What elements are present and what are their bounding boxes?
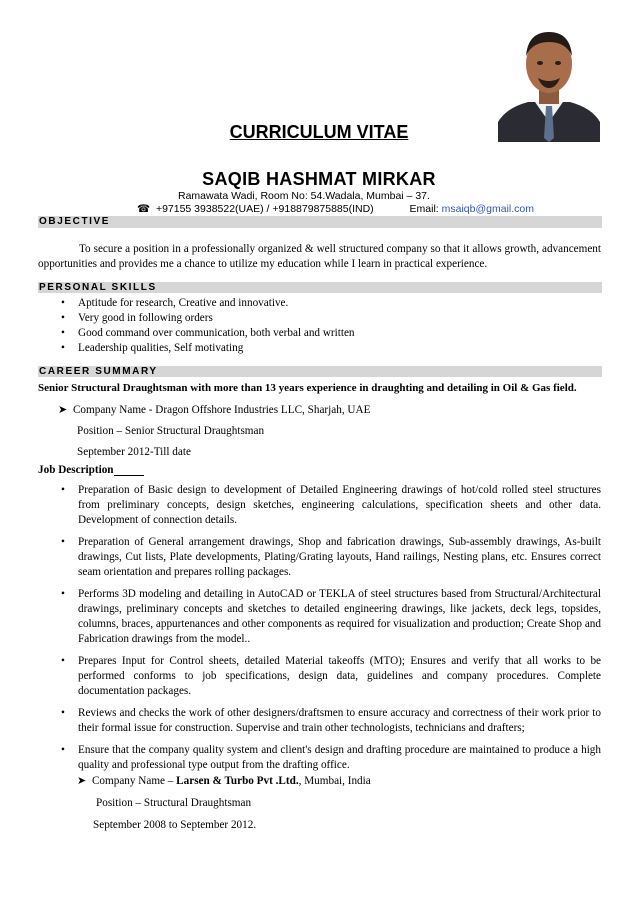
skills-list: [38, 296, 601, 356]
candidate-name: SAQIB HASHMAT MIRKAR: [202, 169, 436, 189]
job1-position: Position – Senior Structural Draughtsman: [77, 425, 265, 437]
address: Ramawata Wadi, Room No: 54.Wadala, Mumbai – 37.: [178, 190, 430, 202]
job-duties-list: [38, 483, 601, 780]
bullet-icon: •: [61, 342, 65, 354]
job2-dates: September 2008 to September 2012.: [93, 819, 257, 831]
job1-dates: September 2012-Till date: [77, 446, 191, 458]
list-item: • Very good in following orders: [61, 312, 213, 324]
email-link[interactable]: msaiqb@gmail.com: [441, 203, 534, 215]
bullet-icon: •: [61, 536, 65, 548]
list-item: • Aptitude for research, Creative and innovative.: [61, 297, 289, 309]
job1-company: ➤ Company Name - Dragon Offshore Industries LLC, Sharjah, UAE: [58, 404, 371, 416]
email-label: Email:: [409, 203, 439, 215]
bullet-icon: •: [61, 312, 65, 324]
job2-company: ➤ Company Name – Larsen & Turbo Pvt .Ltd., Mumbai, India: [77, 775, 371, 787]
arrow-bullet-icon: ➤: [77, 775, 87, 787]
bullet-icon: •: [61, 744, 65, 756]
objective-text: To secure a position in a professionally organized & well structured company so that it allows growth, advancement opportunities and provides me a chance to utilize my education while I learn in practical experience.: [38, 243, 601, 270]
bullet-icon: •: [61, 655, 65, 667]
bullet-icon: •: [61, 588, 65, 600]
bullet-icon: •: [61, 327, 65, 339]
job2-position: Position – Structural Draughtsman: [96, 797, 252, 809]
bullet-icon: •: [61, 484, 65, 496]
list-item: • Reviews and checks the work of other designers/draftsmen to ensure accuracy and correctness of their work prior to their formal issue for construction. Supervise and train other technologists, technicians and drafters;: [61, 707, 601, 734]
career-summary: Senior Structural Draughtsman with more than 13 years experience in draughting and detailing in Oil & Gas field.: [38, 382, 577, 394]
bullet-icon: •: [61, 707, 65, 719]
section-heading-objective: OBJECTIVE: [38, 216, 602, 228]
list-item: • Prepares Input for Control sheets, detailed Material takeoffs (MTO); Ensures and verify that all works to be performed conforms to job specifications, design data, guidelines and company procedures. Complete documentation packages.: [61, 655, 601, 697]
bullet-icon: •: [61, 297, 65, 309]
contact-line: [137, 203, 534, 215]
phone-numbers: +97155 3938522(UAE) / +918879875885(IND): [155, 203, 374, 215]
list-item: • Ensure that the company quality system and client's design and drafting procedure are maintained to produce a high quality and professional type output from the drafting office.: [61, 744, 601, 771]
list-item: • Preparation of General arrangement drawings, Shop and fabrication drawings, Sub-assembly drawings, As-built drawings, Cut lists, Plate developments, Plating/Grating layouts, Hand railings, Nesting plans, etc. Ensures correct seam orientation and prepares rolling packages.: [61, 536, 601, 578]
list-item: • Performs 3D modeling and detailing in AutoCAD or TEKLA of steel structures based from Structural/Architectural drawings, preliminary concepts and sketches to detailed engineering drawings, like jackets, deck legs, topsides, columns, braces, appurtenances and other components as required for visualization and production; Create Shop and Fabrication drawings from the model..: [61, 588, 601, 645]
arrow-bullet-icon: ➤: [58, 404, 68, 416]
section-heading-career: CAREER SUMMARY: [38, 366, 602, 377]
list-item: • Good command over communication, both verbal and written: [61, 327, 355, 339]
job-description-heading: Job Description: [38, 463, 144, 478]
list-item: • Preparation of Basic design to development of Detailed Engineering drawings of hot/cold rolled steel structures from preliminary concepts, design sketches, engineering calculations, specification sheets and other data. Development of connection details.: [61, 484, 601, 526]
section-heading-skills: PERSONAL SKILLS: [38, 282, 602, 293]
phone-icon: ☎: [137, 203, 151, 215]
document-title: CURRICULUM VITAE: [229, 122, 409, 142]
list-item: • Leadership qualities, Self motivating: [61, 342, 244, 354]
